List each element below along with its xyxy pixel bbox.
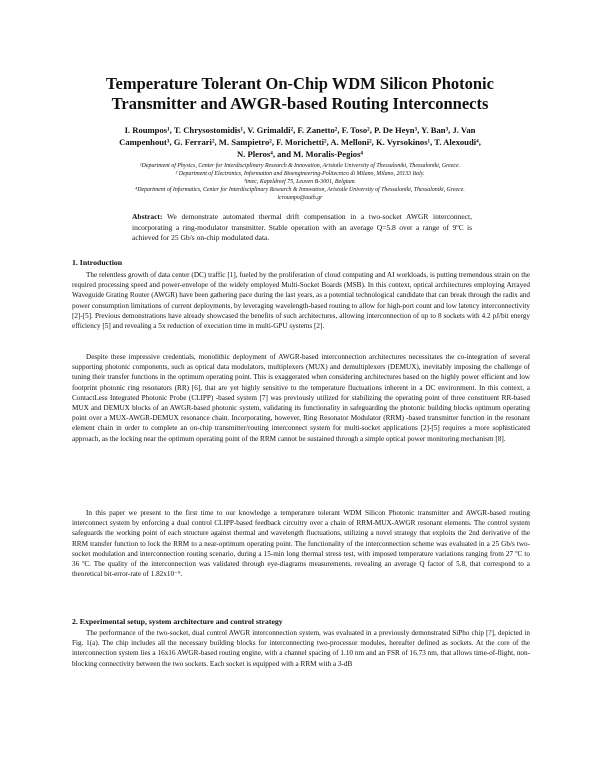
section-heading-experimental-setup: 2. Experimental setup, system architecture and control strategy <box>72 617 283 626</box>
affiliation-3: ³imec, Kapeldreef 75, Leuven B-3001, Belgium. <box>244 179 356 185</box>
affiliation-4: ⁴Department of Informatics, Center for Interdisciplinary Research & Innovation, Aristotle University of Thessaloniki, Thessaloniki, Greece. <box>135 187 465 193</box>
body-paragraph: The performance of the two-socket, dual control AWGR interconnection system, was evaluated in a previously demonstrated SiPho chip [?], depicted in Fig. 1(a). The chip includes all the necessary building blocks for interconnecting two-processor modules, hereafter defined as sockets. At the core of the interconnection system lies a 16x16 AWGR-based routing engine, with a channel spacing of 1.10 nm and an FSR of 16.73 nm, that allows time-of-flight, non-blocking connectivity between the two sockets. Each socket is equipped with a RRM with a 3-dB <box>72 629 530 668</box>
affiliation-2: ² Department of Electronics, Information and Bioengineering-Politecnico di Milano, Milano, 20133 Italy. <box>175 171 425 177</box>
body-paragraph: In this paper we present to the first time to our knowledge a temperature tolerant WDM Silicon Photonic transmitter and AWGR-based routing interconnect system by enforcing a dual control CLIPP-based feedback circuitry over a chain of RRM-MUX-AWGR resonant elements. The control system safeguards the working point of each structure against thermal and wavelength fluctuations, utilizing a novel strategy that exploits the 2nd derivative of the RRM transfer function to lock the RRM to a near-optimum operating point. The functionality of the interconnection scheme was evaluated in a 25 Gb/s two-socket modulation and interconnection routing scenario, during a 15-min long thermal stress test, with imposed temperature variations ranging from 27 ºC to 36 ºC. The quality of the interconnection was validated through eye-diagrams measurements, revealing an average Q factor of 5.8, that correspond to a theoretical bit-error-rate of 1.82x10⁻⁹. <box>72 509 530 579</box>
body-paragraph: The relentless growth of data center (DC) traffic [1], fueled by the proliferation of cloud computing and AI workloads, is putting tremendous strain on the required processing speed and power-envelope of the widely employed Multi-Socket Boards (MSB). In this context, optical architectures employing Arrayed Waveguide Grating Router (AWGR) have been gathering pace during the last years, as a potential technological candidate that can break through the radix and power consumption limitations of current deployments, by leveraging wavelength-based routing to allow for high-port count and low latency interconnectivity [2]-[5]. Previous demonstrations have already showcased the benefits of such architectures, allowing interconnection of up to 8 sockets with 4.2 pJ/bit energy efficiency [5] and revealing a 5x reduction of execution time in multi-GPU systems [2]. <box>72 271 530 331</box>
title-line-1: Temperature Tolerant On-Chip WDM Silicon Photonic <box>106 74 494 93</box>
title-line-2: Transmitter and AWGR-based Routing Interconnects <box>111 94 489 113</box>
authors-line-3: N. Pleros⁴, and M. Moralis-Pegios⁴ <box>236 149 363 159</box>
authors-line-1: I. Roumpos¹, T. Chrysostomidis¹, V. Grimaldi², F. Zanetto², F. Toso², P. De Heyn³, Y. Ban³, J. Van <box>124 125 476 135</box>
author-list <box>70 124 530 160</box>
body-paragraph: Despite these impressive credentials, monolithic deployment of AWGR-based interconnection architectures necessitates the co-integration of several supporting photonic components, such as optical data modulators, multiplexers (MUX) and demultiplexers (DEMUX), inevitably imposing the challenge of tuning their transfer functions in the optimum operating point. This is exaggerated when considering architectures based on the highly power efficient and low footprint photonic ring resonators (RR) [6], that are yet highly sensitive to the temperature fluctuations inherent in a DC environment. In this context, a ContactLess Integrated Photonic Probe (CLIPP) -based system [7] was previously utilized for stabilizing the operating point of three constituent RR-based MUX and DEMUX blocks of an AWGR-based photonic system, validating its functionality in safeguarding the photonic building blocks optimum operating point over a MUX-AWGR-DEMUX resonance chain. Incorporating, however, Ring Resonator Modulator (RRM) -based transmitter function in the resonant element chain in order to complete an on-chip transmitter/routing interconnect system for multi-socket applications [2]-[5] requires a more sophisticated approach, as the locking near the optimum operating point of the RRM cannot be sustained through a simple optical power monitoring mechanism [8]. <box>72 353 530 443</box>
affiliation-1: ¹Department of Physics, Center for Interdisciplinary Research & Innovation, Aristotle University of Thessaloniki, Thessaloniki, Greece. <box>139 163 461 169</box>
paper-title <box>40 74 560 114</box>
authors-line-2: Campenhout³, G. Ferrari², M. Sampietro², F. Morichetti², A. Melloni², K. Vyrsokinos¹, T. Alexoudi⁴, <box>119 137 481 147</box>
abstract-text: We demonstrate automated thermal drift compensation in a two-socket AWGR interconnect, incorporating a ring-modulator transmitter. Stable operation with an average Q=5.8 over a range of 9ºC is achieved for 25 Gb/s on-chip modulated data. <box>132 212 472 242</box>
abstract <box>132 212 472 244</box>
abstract-label: Abstract: <box>132 212 163 221</box>
section-heading-introduction: 1. Introduction <box>72 258 123 267</box>
contact-email: icroumpo@auth.gr <box>277 195 323 201</box>
